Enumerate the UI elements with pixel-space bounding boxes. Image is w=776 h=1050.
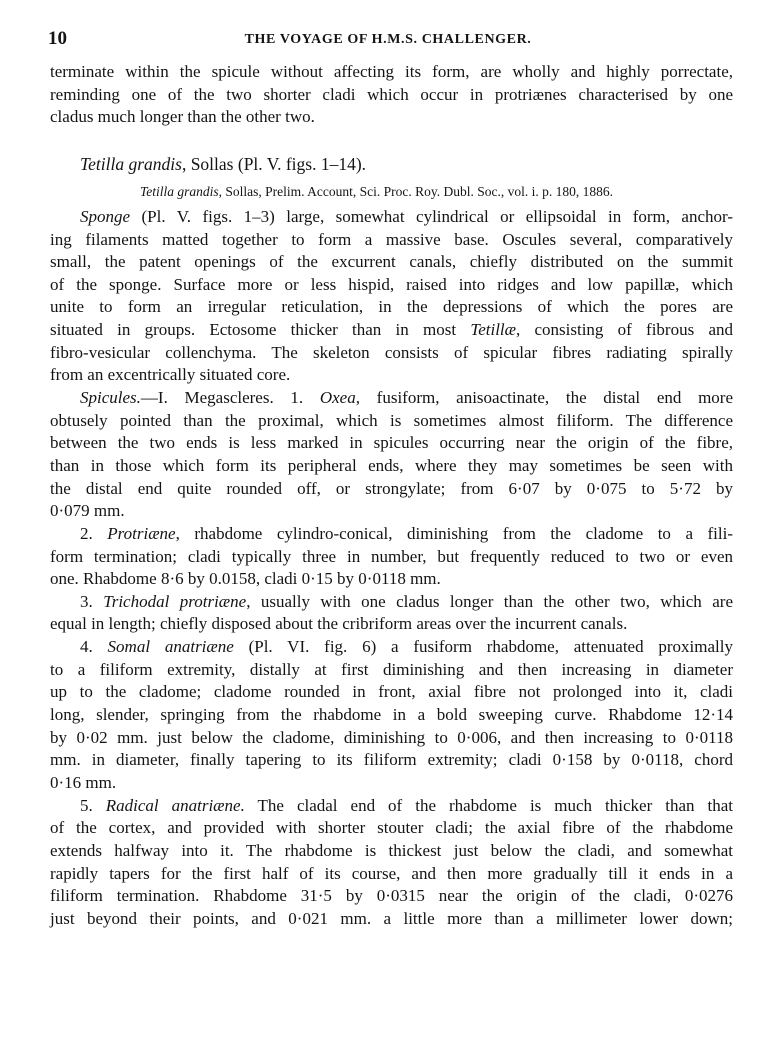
text-line: [50, 229, 733, 252]
text-line: [50, 795, 733, 818]
text: up to the cladome; cladome rounded in front, axial fibre not prolonged into it, cladi: [50, 682, 733, 702]
text-line: [50, 206, 733, 229]
text-line: [50, 319, 733, 342]
italic-text: Trichodal protriæne: [103, 591, 247, 611]
text-line: [50, 568, 733, 591]
paragraph: [50, 206, 733, 387]
text: cladus much longer than the other two.: [50, 107, 315, 127]
italic-text: Spicules.: [80, 388, 141, 408]
text: 4.: [80, 637, 108, 657]
text: fibro-vesicular collenchyma. The skeleton consists of spicular fibres radiating spirally: [50, 342, 733, 362]
text: one. Rhabdome 8·6 by 0.0158, cladi 0·15 by 0·0118 mm.: [50, 569, 441, 589]
text: of the sponge. Surface more or less hispid, raised into ridges and low papillæ, which: [50, 274, 733, 294]
italic-text: Sponge: [80, 206, 131, 226]
italic-text: Tetillæ: [470, 320, 516, 340]
page-number: 10: [48, 28, 67, 49]
text-line: [50, 455, 733, 478]
paragraph: [50, 795, 733, 931]
text-line: [50, 863, 733, 886]
text-line: [50, 151, 733, 178]
text: terminate within the spicule without affecting its form, are wholly and highly porrectate,: [50, 62, 733, 81]
running-title: THE VOYAGE OF H.M.S. CHALLENGER.: [244, 32, 532, 47]
text: between the two ends is less marked in spicules occurring near the origin of the fibre,: [50, 433, 733, 453]
text-line: [50, 387, 733, 410]
text: extends halfway into it. The rhabdome is thickest just below the cladi, and somewhat: [50, 840, 733, 860]
text: rapidly tapers for the first half of its course, and then more gradually till it ends in a: [50, 863, 733, 883]
text: —I. Megascleres. 1.: [140, 388, 320, 408]
text: by 0·02 mm. just below the cladome, diminishing to 0·006, and then increasing to 0·0118: [50, 727, 733, 747]
text-line: [50, 546, 733, 569]
italic-text: Protriæne: [107, 523, 176, 543]
text-line: [50, 749, 733, 772]
paragraph: [50, 636, 733, 794]
text: obtusely pointed than the proximal, which is sometimes almost filiform. The difference: [50, 410, 733, 430]
text: unite to form an irregular reticulation, in the depressions of which the pores are: [50, 297, 733, 317]
italic-text: Radical anatriæne.: [105, 795, 245, 815]
text: form termination; cladi typically three in number, but frequently reduced to two or even: [50, 546, 733, 566]
text-line: [50, 817, 733, 840]
text-line: [50, 591, 733, 614]
text-line: [50, 613, 733, 636]
italic-text: Somal anatriæne: [107, 637, 234, 657]
text: (Pl. VI. fig. 6) a fusiform rhabdome, attenuated proximally: [233, 637, 733, 657]
text-line: [50, 432, 733, 455]
text-line: [50, 681, 733, 704]
text-line: [50, 84, 733, 107]
text-line: [50, 500, 733, 523]
text-line: [50, 274, 733, 297]
text-line: [50, 636, 733, 659]
italic-text: Tetilla grandis: [80, 153, 182, 174]
text-line: [50, 840, 733, 863]
text: 3.: [80, 591, 104, 611]
text: ing filaments matted together to form a massive base. Oscules several, comparatively: [50, 229, 733, 249]
text: 5.: [80, 795, 106, 815]
text-line: [50, 178, 733, 206]
text-line: [50, 410, 733, 433]
text: the distal end quite rounded off, or strongylate; from 6·07 by 0·075 to 5·72 by: [50, 478, 733, 498]
text: long, slender, springing from the rhabdome in a bold sweeping curve. Rhabdome 12·14: [50, 705, 733, 725]
text: , rhabdome cylindro-conical, diminishing from the cladome to a fili-: [175, 523, 733, 543]
text-line: [50, 478, 733, 501]
text: situated in groups. Ectosome thicker than in most: [50, 320, 471, 340]
text: equal in length; chiefly disposed about the cribriform areas over the incurrent canals.: [50, 614, 628, 634]
text-line: [50, 908, 733, 931]
page-header: [0, 28, 776, 52]
text: , Sollas, Prelim. Account, Sci. Proc. Roy. Dubl. Soc., vol. i. p. 180, 1886.: [218, 183, 614, 199]
paragraph: [50, 387, 733, 523]
text: 0·16 mm.: [50, 772, 117, 792]
paragraph: [50, 523, 733, 591]
text-line: [50, 61, 733, 84]
text-line: [50, 659, 733, 682]
text-line: [50, 364, 733, 387]
text-line: [50, 251, 733, 274]
text: small, the patent openings of the excurrent canals, chiefly distributed on the summit: [50, 252, 733, 272]
species-heading: [50, 129, 733, 178]
text: 0·079 mm.: [50, 501, 125, 521]
text: of the cortex, and provided with shorter stouter cladi; the axial fibre of the rhabdome: [50, 818, 733, 838]
text: , usually with one cladus longer than the other two, which are: [246, 591, 733, 611]
text: than in those which form its peripheral ends, where they may sometimes be seen with: [50, 455, 733, 475]
text-line: [50, 342, 733, 365]
citation: [50, 178, 733, 206]
text: to a filiform extremity, distally at first diminishing and then increasing in diameter: [50, 659, 733, 679]
text: , fusiform, anisoactinate, the distal end more: [355, 388, 733, 408]
paragraph: [50, 591, 733, 636]
text-line: [50, 106, 733, 129]
text-line: [50, 727, 733, 750]
text: mm. in diameter, finally tapering to its filiform extremity; cladi 0·158 by 0·0118, chord: [50, 750, 733, 770]
italic-text: Oxea: [319, 388, 356, 408]
text: (Pl. V. figs. 1–3) large, somewhat cylindrical or ellipsoidal in form, anchor-: [130, 206, 733, 226]
text: from an excentrically situated core.: [50, 365, 291, 385]
paragraph: [50, 61, 733, 129]
text: reminding one of the two shorter cladi which occur in protriænes characterised by one: [50, 84, 733, 104]
text: 2.: [80, 523, 108, 543]
text-line: [50, 885, 733, 908]
italic-text: Tetilla grandis: [140, 183, 219, 199]
text: The cladal end of the rhabdome is much thicker than that: [244, 795, 733, 815]
text: just beyond their points, and 0·021 mm. a little more than a millimeter lower down;: [50, 908, 733, 928]
text: , Sollas (Pl. V. figs. 1–14).: [181, 153, 367, 174]
page-body: [50, 61, 733, 930]
text-line: [50, 523, 733, 546]
text: filiform termination. Rhabdome 31·5 by 0·0315 near the origin of the cladi, 0·0276: [50, 886, 733, 906]
text-line: [50, 296, 733, 319]
text-line: [50, 772, 733, 795]
text: , consisting of fibrous and: [515, 320, 733, 340]
text-line: [50, 704, 733, 727]
